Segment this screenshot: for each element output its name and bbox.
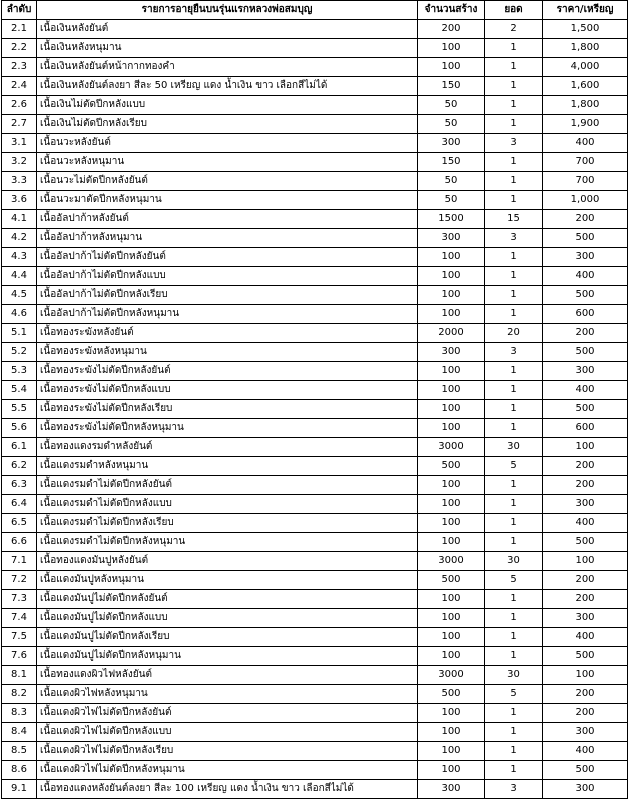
quantity-made-cell: 3000 xyxy=(418,438,485,457)
total-count-cell: 3 xyxy=(485,134,543,153)
quantity-made-cell: 100 xyxy=(418,305,485,324)
item-name-cell: เนื้อทองระฆังหลังหนุมาน xyxy=(37,343,418,362)
quantity-made-cell: 50 xyxy=(418,96,485,115)
row-number-cell: 5.5 xyxy=(2,400,37,419)
quantity-made-cell: 100 xyxy=(418,248,485,267)
item-name-cell: เนื้ออัลปาก้าไม่ตัดปีกหลังหนุมาน xyxy=(37,305,418,324)
quantity-made-cell: 100 xyxy=(418,647,485,666)
price-cell: 300 xyxy=(543,495,628,514)
item-name-cell: เนื้อแดงรมดำไม่ตัดปีกหลังยันต์ xyxy=(37,476,418,495)
row-number-cell: 6.3 xyxy=(2,476,37,495)
header-no: ลำดับ xyxy=(2,1,37,20)
table-row xyxy=(2,666,628,685)
table-row xyxy=(2,438,628,457)
price-cell: 500 xyxy=(543,343,628,362)
price-cell: 600 xyxy=(543,305,628,324)
table-row xyxy=(2,343,628,362)
item-name-cell: เนื้อทองระฆังไม่ตัดปีกหลังหนุมาน xyxy=(37,419,418,438)
table-row xyxy=(2,324,628,343)
quantity-made-cell: 1500 xyxy=(418,210,485,229)
price-cell: 700 xyxy=(543,153,628,172)
table-body xyxy=(2,20,628,799)
total-count-cell: 1 xyxy=(485,742,543,761)
table-row xyxy=(2,457,628,476)
total-count-cell: 1 xyxy=(485,96,543,115)
table-row xyxy=(2,172,628,191)
price-cell: 200 xyxy=(543,210,628,229)
price-cell: 400 xyxy=(543,134,628,153)
row-number-cell: 6.6 xyxy=(2,533,37,552)
row-number-cell: 2.6 xyxy=(2,96,37,115)
quantity-made-cell: 100 xyxy=(418,495,485,514)
item-name-cell: เนื้อแดงมันปูไม่ตัดปีกหลังเรียบ xyxy=(37,628,418,647)
row-number-cell: 7.2 xyxy=(2,571,37,590)
table-row xyxy=(2,742,628,761)
total-count-cell: 1 xyxy=(485,419,543,438)
total-count-cell: 1 xyxy=(485,723,543,742)
row-number-cell: 2.7 xyxy=(2,115,37,134)
total-count-cell: 1 xyxy=(485,400,543,419)
item-name-cell: เนื้อเงินหลังยันต์ xyxy=(37,20,418,39)
quantity-made-cell: 150 xyxy=(418,77,485,96)
quantity-made-cell: 2000 xyxy=(418,324,485,343)
price-cell: 500 xyxy=(543,761,628,780)
quantity-made-cell: 50 xyxy=(418,172,485,191)
quantity-made-cell: 100 xyxy=(418,514,485,533)
table-row xyxy=(2,495,628,514)
table-row xyxy=(2,20,628,39)
quantity-made-cell: 100 xyxy=(418,476,485,495)
row-number-cell: 2.3 xyxy=(2,58,37,77)
price-cell: 100 xyxy=(543,552,628,571)
quantity-made-cell: 100 xyxy=(418,628,485,647)
price-cell: 100 xyxy=(543,438,628,457)
total-count-cell: 1 xyxy=(485,590,543,609)
row-number-cell: 6.5 xyxy=(2,514,37,533)
quantity-made-cell: 100 xyxy=(418,761,485,780)
row-number-cell: 8.3 xyxy=(2,704,37,723)
price-cell: 500 xyxy=(543,286,628,305)
quantity-made-cell: 300 xyxy=(418,780,485,799)
total-count-cell: 1 xyxy=(485,172,543,191)
header-count: ยอด xyxy=(485,1,543,20)
total-count-cell: 1 xyxy=(485,381,543,400)
table-row xyxy=(2,286,628,305)
row-number-cell: 3.2 xyxy=(2,153,37,172)
total-count-cell: 1 xyxy=(485,305,543,324)
price-cell: 200 xyxy=(543,590,628,609)
total-count-cell: 1 xyxy=(485,609,543,628)
quantity-made-cell: 150 xyxy=(418,153,485,172)
total-count-cell: 15 xyxy=(485,210,543,229)
item-name-cell: เนื้ออัลปาก้าไม่ตัดปีกหลังแบบ xyxy=(37,267,418,286)
table-row xyxy=(2,305,628,324)
row-number-cell: 4.3 xyxy=(2,248,37,267)
item-name-cell: เนื้อแดงรมดำไม่ตัดปีกหลังเรียบ xyxy=(37,514,418,533)
total-count-cell: 1 xyxy=(485,533,543,552)
total-count-cell: 3 xyxy=(485,229,543,248)
item-name-cell: เนื้อเงินไม่ตัดปีกหลังเรียบ xyxy=(37,115,418,134)
price-cell: 200 xyxy=(543,704,628,723)
total-count-cell: 2 xyxy=(485,20,543,39)
table-row xyxy=(2,115,628,134)
item-name-cell: เนื้อทองแดงหลังยันต์ลงยา สีละ 100 เหรียญ แดง น้ำเงิน ขาว เลือกสีไม่ได้ xyxy=(37,780,418,799)
row-number-cell: 5.6 xyxy=(2,419,37,438)
header-name: รายการอายุยืนบนรุ่นแรกหลวงพ่อสมบุญ xyxy=(37,1,418,20)
total-count-cell: 1 xyxy=(485,115,543,134)
quantity-made-cell: 500 xyxy=(418,685,485,704)
item-name-cell: เนื้อแดงผิวไฟไม่ตัดปีกหลังแบบ xyxy=(37,723,418,742)
total-count-cell: 1 xyxy=(485,495,543,514)
item-name-cell: เนื้อนวะไม่ตัดปีกหลังยันต์ xyxy=(37,172,418,191)
total-count-cell: 5 xyxy=(485,571,543,590)
quantity-made-cell: 500 xyxy=(418,457,485,476)
price-cell: 500 xyxy=(543,647,628,666)
row-number-cell: 8.4 xyxy=(2,723,37,742)
price-cell: 1,900 xyxy=(543,115,628,134)
row-number-cell: 8.6 xyxy=(2,761,37,780)
table-row xyxy=(2,571,628,590)
total-count-cell: 1 xyxy=(485,647,543,666)
quantity-made-cell: 100 xyxy=(418,533,485,552)
total-count-cell: 30 xyxy=(485,438,543,457)
quantity-made-cell: 100 xyxy=(418,286,485,305)
row-number-cell: 7.3 xyxy=(2,590,37,609)
table-row xyxy=(2,552,628,571)
table-row xyxy=(2,761,628,780)
total-count-cell: 1 xyxy=(485,248,543,267)
total-count-cell: 1 xyxy=(485,267,543,286)
price-cell: 1,800 xyxy=(543,39,628,58)
total-count-cell: 1 xyxy=(485,628,543,647)
quantity-made-cell: 100 xyxy=(418,590,485,609)
table-row xyxy=(2,153,628,172)
table-row xyxy=(2,590,628,609)
item-name-cell: เนื้อทองแดงผิวไฟหลังยันต์ xyxy=(37,666,418,685)
price-cell: 400 xyxy=(543,628,628,647)
item-name-cell: เนื้อแดงผิวไฟหลังหนุมาน xyxy=(37,685,418,704)
row-number-cell: 4.2 xyxy=(2,229,37,248)
price-cell: 300 xyxy=(543,780,628,799)
item-name-cell: เนื้อทองแดงมันปูหลังยันต์ xyxy=(37,552,418,571)
quantity-made-cell: 500 xyxy=(418,571,485,590)
table-row xyxy=(2,533,628,552)
amulet-price-table xyxy=(1,0,628,799)
table-row xyxy=(2,381,628,400)
row-number-cell: 5.1 xyxy=(2,324,37,343)
row-number-cell: 7.1 xyxy=(2,552,37,571)
header-price: ราคา/เหรียญ xyxy=(543,1,628,20)
price-cell: 300 xyxy=(543,723,628,742)
table-row xyxy=(2,476,628,495)
row-number-cell: 3.3 xyxy=(2,172,37,191)
quantity-made-cell: 100 xyxy=(418,419,485,438)
item-name-cell: เนื้อเงินหลังยันต์หน้ากากทองคำ xyxy=(37,58,418,77)
row-number-cell: 8.5 xyxy=(2,742,37,761)
row-number-cell: 4.1 xyxy=(2,210,37,229)
item-name-cell: เนื้ออัลปาก้าหลังยันต์ xyxy=(37,210,418,229)
table-row xyxy=(2,210,628,229)
total-count-cell: 3 xyxy=(485,343,543,362)
item-name-cell: เนื้อแดงมันปูหลังหนุมาน xyxy=(37,571,418,590)
item-name-cell: เนื้อทองระฆังไม่ตัดปีกหลังเรียบ xyxy=(37,400,418,419)
table-row xyxy=(2,628,628,647)
item-name-cell: เนื้อทองระฆังไม่ตัดปีกหลังแบบ xyxy=(37,381,418,400)
total-count-cell: 1 xyxy=(485,286,543,305)
table-row xyxy=(2,96,628,115)
table-row xyxy=(2,780,628,799)
header-made: จำนวนสร้าง xyxy=(418,1,485,20)
total-count-cell: 1 xyxy=(485,153,543,172)
row-number-cell: 4.6 xyxy=(2,305,37,324)
item-name-cell: เนื้อแดงรมดำไม่ตัดปีกหลังแบบ xyxy=(37,495,418,514)
price-cell: 1,500 xyxy=(543,20,628,39)
price-cell: 200 xyxy=(543,571,628,590)
price-cell: 200 xyxy=(543,476,628,495)
row-number-cell: 4.4 xyxy=(2,267,37,286)
table-row xyxy=(2,514,628,533)
item-name-cell: เนื้ออัลปาก้าหลังหนุมาน xyxy=(37,229,418,248)
item-name-cell: เนื้อทองระฆังหลังยันต์ xyxy=(37,324,418,343)
total-count-cell: 1 xyxy=(485,704,543,723)
row-number-cell: 8.1 xyxy=(2,666,37,685)
price-cell: 200 xyxy=(543,685,628,704)
quantity-made-cell: 100 xyxy=(418,381,485,400)
quantity-made-cell: 50 xyxy=(418,115,485,134)
price-cell: 300 xyxy=(543,362,628,381)
item-name-cell: เนื้อนวะหลังหนุมาน xyxy=(37,153,418,172)
total-count-cell: 20 xyxy=(485,324,543,343)
table-row xyxy=(2,362,628,381)
item-name-cell: เนื้อนวะมาตัดปีกหลังหนุมาน xyxy=(37,191,418,210)
total-count-cell: 5 xyxy=(485,457,543,476)
table-row xyxy=(2,134,628,153)
row-number-cell: 2.1 xyxy=(2,20,37,39)
row-number-cell: 7.6 xyxy=(2,647,37,666)
item-name-cell: เนื้ออัลปาก้าไม่ตัดปีกหลังเรียบ xyxy=(37,286,418,305)
quantity-made-cell: 100 xyxy=(418,400,485,419)
price-cell: 500 xyxy=(543,229,628,248)
price-cell: 100 xyxy=(543,666,628,685)
total-count-cell: 1 xyxy=(485,362,543,381)
price-cell: 300 xyxy=(543,609,628,628)
total-count-cell: 1 xyxy=(485,514,543,533)
item-name-cell: เนื้อทองแดงรมดำหลังยันต์ xyxy=(37,438,418,457)
table-row xyxy=(2,419,628,438)
price-cell: 1,800 xyxy=(543,96,628,115)
table-row xyxy=(2,39,628,58)
row-number-cell: 3.6 xyxy=(2,191,37,210)
item-name-cell: เนื้อทองระฆังไม่ตัดปีกหลังยันต์ xyxy=(37,362,418,381)
total-count-cell: 1 xyxy=(485,39,543,58)
table-row xyxy=(2,723,628,742)
item-name-cell: เนื้อเงินหลังยันต์ลงยา สีละ 50 เหรียญ แดง น้ำเงิน ขาว เลือกสีไม่ได้ xyxy=(37,77,418,96)
total-count-cell: 30 xyxy=(485,666,543,685)
item-name-cell: เนื้อนวะหลังยันต์ xyxy=(37,134,418,153)
price-cell: 200 xyxy=(543,324,628,343)
row-number-cell: 5.3 xyxy=(2,362,37,381)
item-name-cell: เนื้ออัลปาก้าไม่ตัดปีกหลังยันต์ xyxy=(37,248,418,267)
quantity-made-cell: 100 xyxy=(418,704,485,723)
row-number-cell: 6.2 xyxy=(2,457,37,476)
item-name-cell: เนื้อเงินไม่ตัดปีกหลังแบบ xyxy=(37,96,418,115)
item-name-cell: เนื้อแดงรมดำไม่ตัดปีกหลังหนุมาน xyxy=(37,533,418,552)
row-number-cell: 2.2 xyxy=(2,39,37,58)
quantity-made-cell: 100 xyxy=(418,723,485,742)
quantity-made-cell: 100 xyxy=(418,742,485,761)
price-cell: 4,000 xyxy=(543,58,628,77)
item-name-cell: เนื้อแดงมันปูไม่ตัดปีกหลังแบบ xyxy=(37,609,418,628)
quantity-made-cell: 3000 xyxy=(418,552,485,571)
total-count-cell: 1 xyxy=(485,58,543,77)
row-number-cell: 7.4 xyxy=(2,609,37,628)
item-name-cell: เนื้อแดงมันปูไม่ตัดปีกหลังหนุมาน xyxy=(37,647,418,666)
price-cell: 500 xyxy=(543,400,628,419)
header-row xyxy=(2,1,628,20)
quantity-made-cell: 100 xyxy=(418,58,485,77)
item-name-cell: เนื้อแดงผิวไฟไม่ตัดปีกหลังเรียบ xyxy=(37,742,418,761)
total-count-cell: 30 xyxy=(485,552,543,571)
quantity-made-cell: 300 xyxy=(418,229,485,248)
table-row xyxy=(2,685,628,704)
quantity-made-cell: 100 xyxy=(418,267,485,286)
item-name-cell: เนื้อเงินหลังหนุมาน xyxy=(37,39,418,58)
total-count-cell: 3 xyxy=(485,780,543,799)
table-row xyxy=(2,77,628,96)
row-number-cell: 6.4 xyxy=(2,495,37,514)
total-count-cell: 1 xyxy=(485,476,543,495)
row-number-cell: 5.2 xyxy=(2,343,37,362)
price-cell: 300 xyxy=(543,248,628,267)
table-row xyxy=(2,191,628,210)
row-number-cell: 7.5 xyxy=(2,628,37,647)
price-cell: 400 xyxy=(543,742,628,761)
item-name-cell: เนื้อแดงผิวไฟไม่ตัดปีกหลังหนุมาน xyxy=(37,761,418,780)
table-row xyxy=(2,704,628,723)
row-number-cell: 4.5 xyxy=(2,286,37,305)
table-row xyxy=(2,229,628,248)
total-count-cell: 1 xyxy=(485,191,543,210)
quantity-made-cell: 300 xyxy=(418,134,485,153)
item-name-cell: เนื้อแดงรมดำหลังหนุมาน xyxy=(37,457,418,476)
price-cell: 600 xyxy=(543,419,628,438)
row-number-cell: 2.4 xyxy=(2,77,37,96)
price-cell: 500 xyxy=(543,533,628,552)
price-cell: 1,600 xyxy=(543,77,628,96)
total-count-cell: 1 xyxy=(485,77,543,96)
row-number-cell: 5.4 xyxy=(2,381,37,400)
price-cell: 400 xyxy=(543,267,628,286)
total-count-cell: 1 xyxy=(485,761,543,780)
table-row xyxy=(2,267,628,286)
quantity-made-cell: 100 xyxy=(418,609,485,628)
table-row xyxy=(2,58,628,77)
row-number-cell: 8.2 xyxy=(2,685,37,704)
row-number-cell: 3.1 xyxy=(2,134,37,153)
price-cell: 400 xyxy=(543,514,628,533)
quantity-made-cell: 50 xyxy=(418,191,485,210)
table-row xyxy=(2,248,628,267)
price-cell: 1,000 xyxy=(543,191,628,210)
row-number-cell: 9.1 xyxy=(2,780,37,799)
price-cell: 200 xyxy=(543,457,628,476)
quantity-made-cell: 200 xyxy=(418,20,485,39)
quantity-made-cell: 300 xyxy=(418,343,485,362)
quantity-made-cell: 100 xyxy=(418,362,485,381)
total-count-cell: 5 xyxy=(485,685,543,704)
table-row xyxy=(2,400,628,419)
row-number-cell: 6.1 xyxy=(2,438,37,457)
quantity-made-cell: 3000 xyxy=(418,666,485,685)
table-row xyxy=(2,609,628,628)
price-cell: 400 xyxy=(543,381,628,400)
item-name-cell: เนื้อแดงผิวไฟไม่ตัดปีกหลังยันต์ xyxy=(37,704,418,723)
item-name-cell: เนื้อแดงมันปูไม่ตัดปีกหลังยันต์ xyxy=(37,590,418,609)
table-row xyxy=(2,647,628,666)
quantity-made-cell: 100 xyxy=(418,39,485,58)
price-cell: 700 xyxy=(543,172,628,191)
